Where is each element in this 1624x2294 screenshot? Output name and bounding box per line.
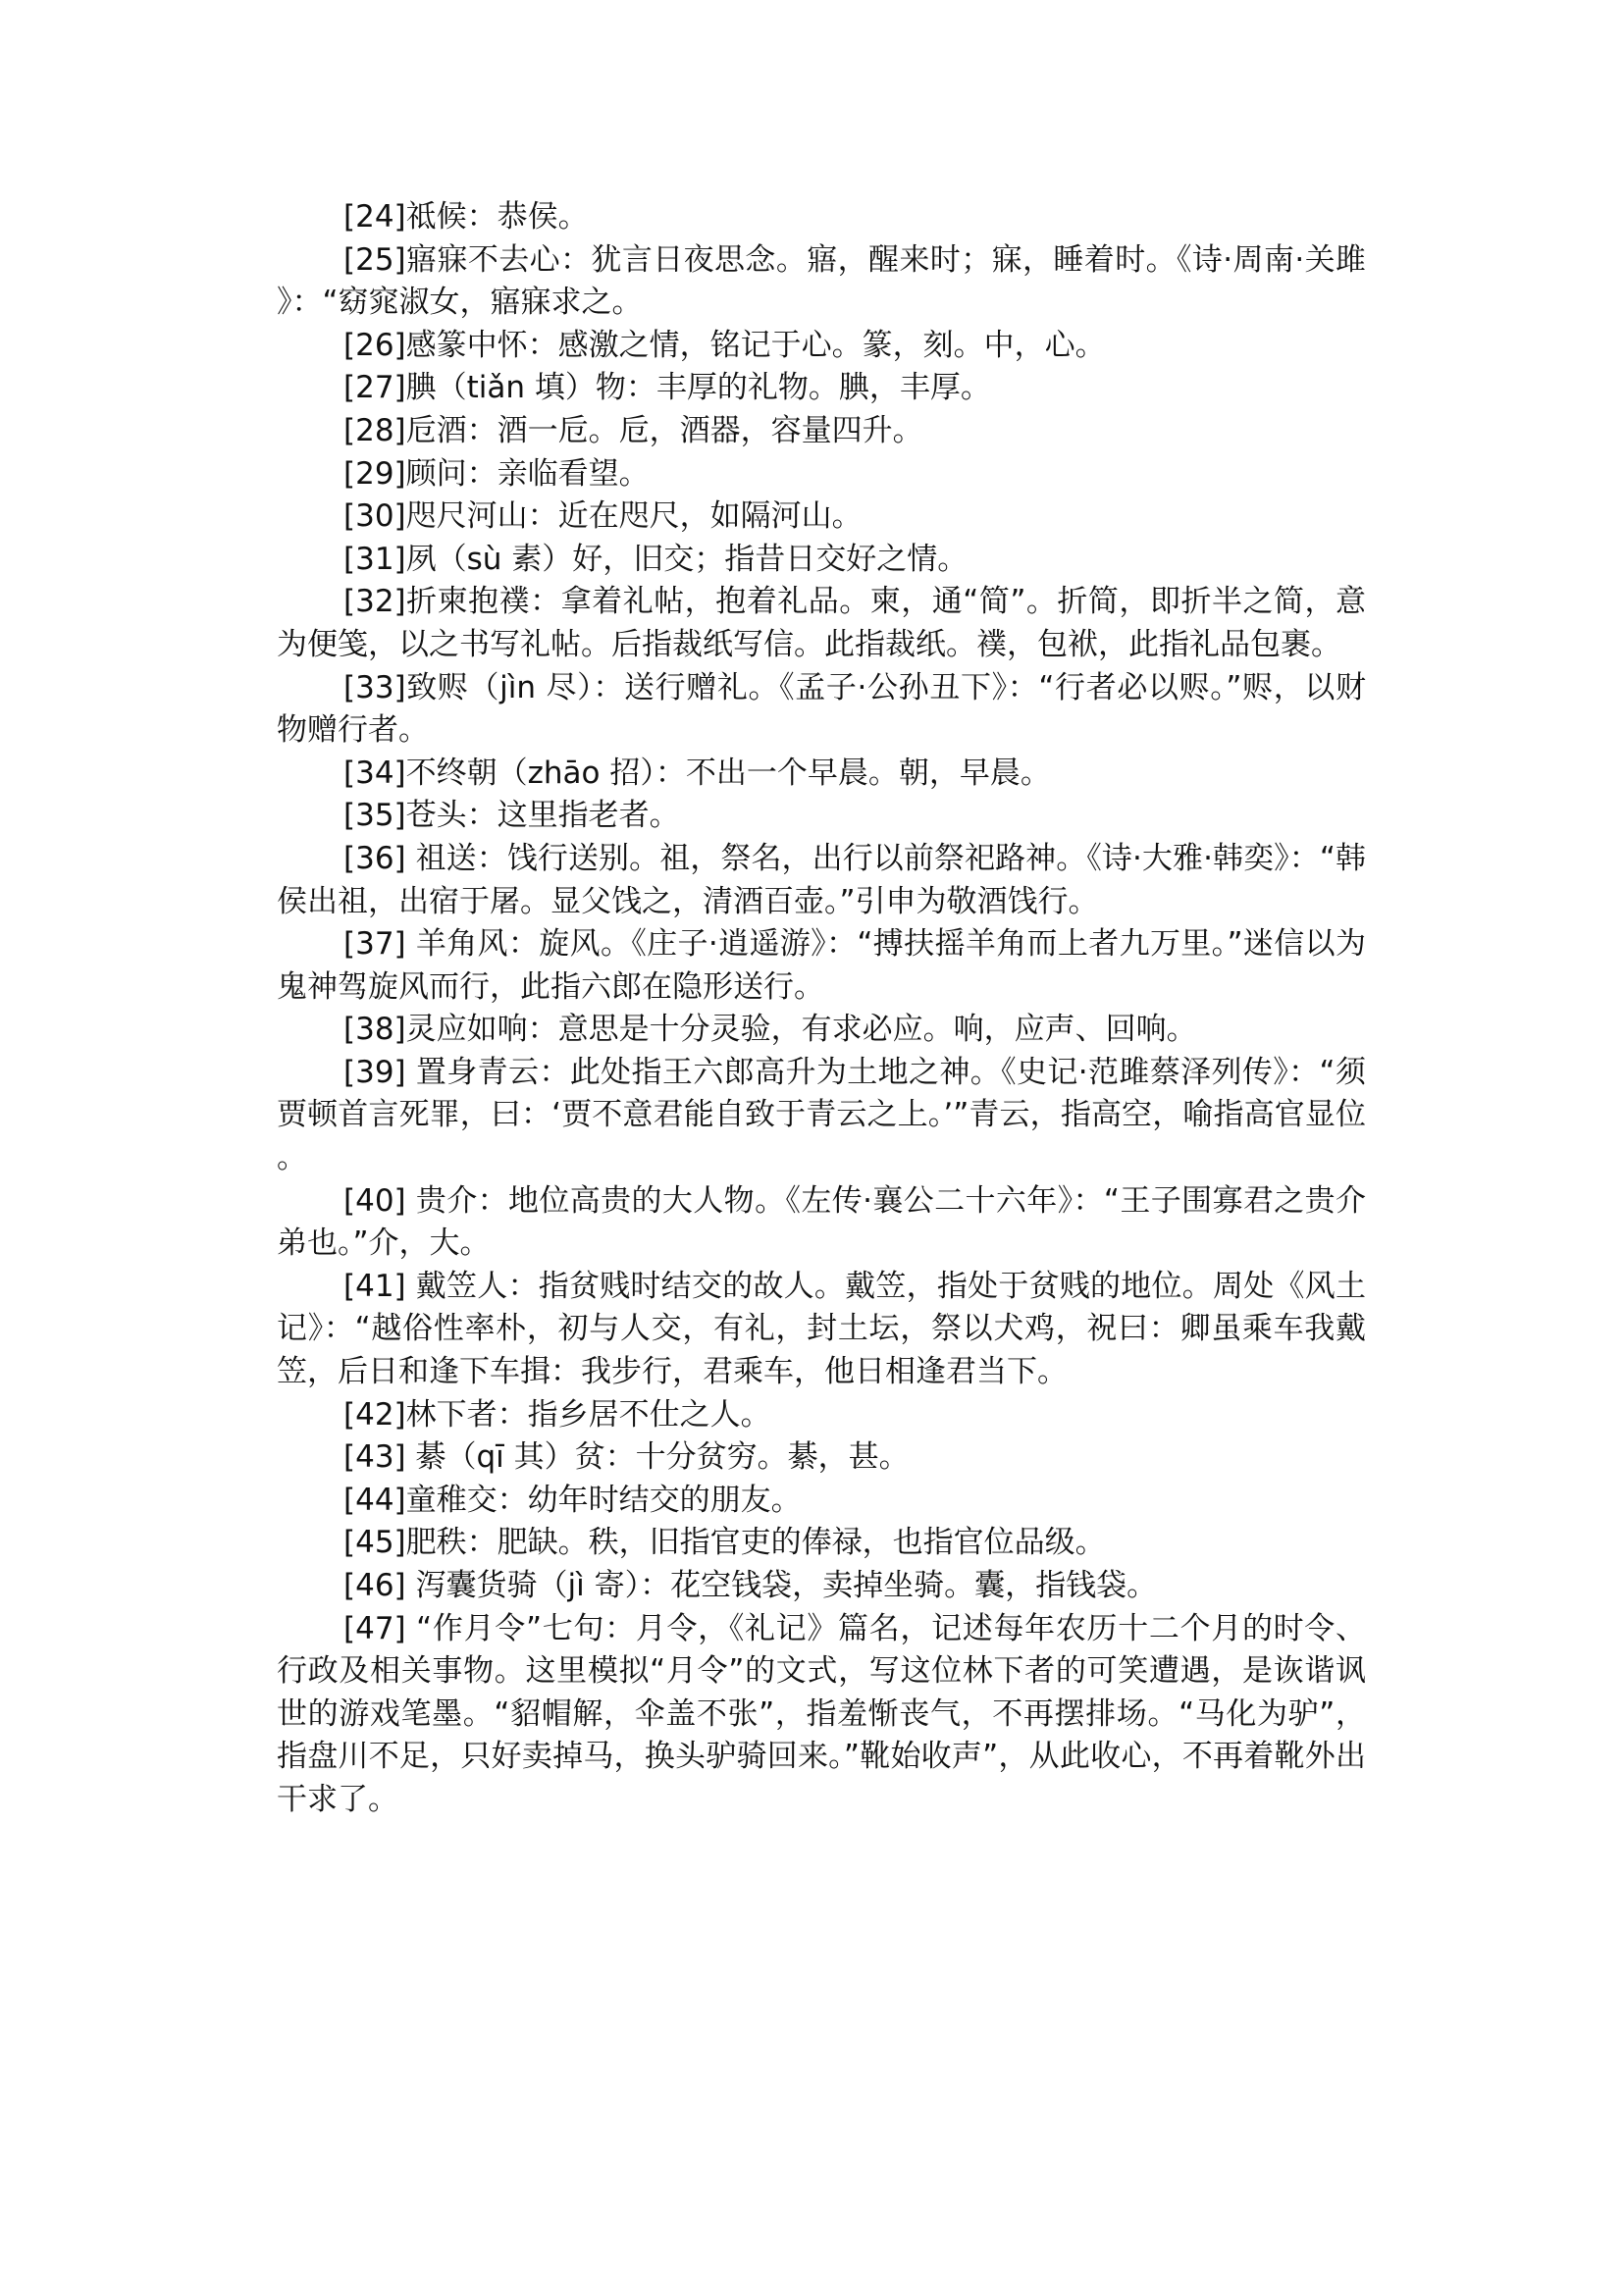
note-36: [36] 祖送：饯行送别。祖，祭名，出行以前祭祀路神。《诗·大雅·韩奕》：“韩侯出祖，出宿于屠。显父饯之，清酒百壶。”引申为敬酒饯行。 [277,840,1366,919]
note-43: [43] 綦（qī 其）贫：十分贫穷。綦，甚。 [343,1439,910,1476]
note-44: [44]童稚交：幼年时结交的朋友。 [343,1482,802,1518]
annotation-page [277,196,1366,1822]
note-33: [33]致赆（jìn 尽）：送行赠礼。《孟子·公孙丑下》：“行者必以赆。”赆，以财物赠行者。 [277,669,1366,749]
note-32: [32]折柬抱襆：拿着礼帖，抱着礼品。柬，通“简”。折简，即折半之简，意为便笺，以之书写礼帖。后指裁纸写信。此指裁纸。襆，包袱，此指礼品包裹。 [277,584,1366,662]
note-30: [30]咫尺河山：近在咫尺，如隔河山。 [343,498,863,535]
note-24: [24]祗候：恭侯。 [343,199,589,235]
note-28: [28]卮酒：酒一卮。卮，酒器，容量四升。 [343,412,923,448]
note-39: [39] 置身青云：此处指王六郎高升为土地之神。《史记·范雎蔡泽列传》：“须贾顿首言死罪，曰：‘贾不意君能自致于青云之上。’”青云，指高空，喻指高官显位。 [277,1054,1366,1176]
note-26: [26]感篆中怀：感激之情，铭记于心。篆，刻。中，心。 [343,327,1106,363]
note-25: [25]寤寐不去心：犹言日夜思念。寤，醒来时；寐，睡着时。《诗·周南·关雎》：“窈窕淑女，寤寐求之。 [277,241,1366,321]
note-45: [45]肥秩：肥缺。秩，旧指官吏的俸禄，也指官位品级。 [343,1525,1106,1561]
note-46: [46] 泻囊货骑（jì 寄）：花空钱袋，卖掉坐骑。囊，指钱袋。 [343,1568,1158,1603]
note-41: [41] 戴笠人：指贫贱时结交的故人。戴笠，指处于贫贱的地位。周处《风土记》：“越俗性率朴，初与人交，有礼，封土坛，祭以犬鸡，祝曰：卿虽乘车我戴笠，后日和逢下车揖：我步行，君乘车，他日相逢君当下。 [277,1268,1366,1390]
note-42: [42]林下者：指乡居不仕之人。 [343,1396,771,1433]
note-47: [47] “作月令”七句：月令，《礼记》篇名，记述每年农历十二个月的时令、行政及相关事物。这里模拟“月令”的文式，写这位林下者的可笑遭遇，是诙谐讽世的游戏笔墨。“貂帽解，伞盖不张”，指羞惭丧气，不再摆排场。“马化为驴”，指盘川不足，只好卖掉马，换头驴骑回来。”靴始收声”，从此收心，不再着靴外出干求了。 [277,1610,1366,1817]
note-31: [31]夙（sù 素）好，旧交；指昔日交好之情。 [343,541,969,577]
note-37: [37] 羊角风：旋风。《庄子·逍遥游》：“搏扶摇羊角而上者九万里。”迷信以为鬼神驾旋风而行，此指六郎在隐形送行。 [277,926,1366,1005]
note-29: [29]顾问：亲临看望。 [343,455,650,492]
note-35: [35]苍头：这里指老者。 [343,798,680,834]
note-27: [27]腆（tiǎn 填）物：丰厚的礼物。腆，丰厚。 [343,370,991,406]
note-38: [38]灵应如响：意思是十分灵验，有求必应。响，应声、回响。 [343,1012,1197,1048]
note-34: [34]不终朝（zhāo 招）：不出一个早晨。朝，早晨。 [343,755,1051,791]
note-40: [40] 贵介：地位高贵的大人物。《左传·襄公二十六年》：“王子围寡君之贵介弟也。”介，大。 [277,1182,1366,1262]
